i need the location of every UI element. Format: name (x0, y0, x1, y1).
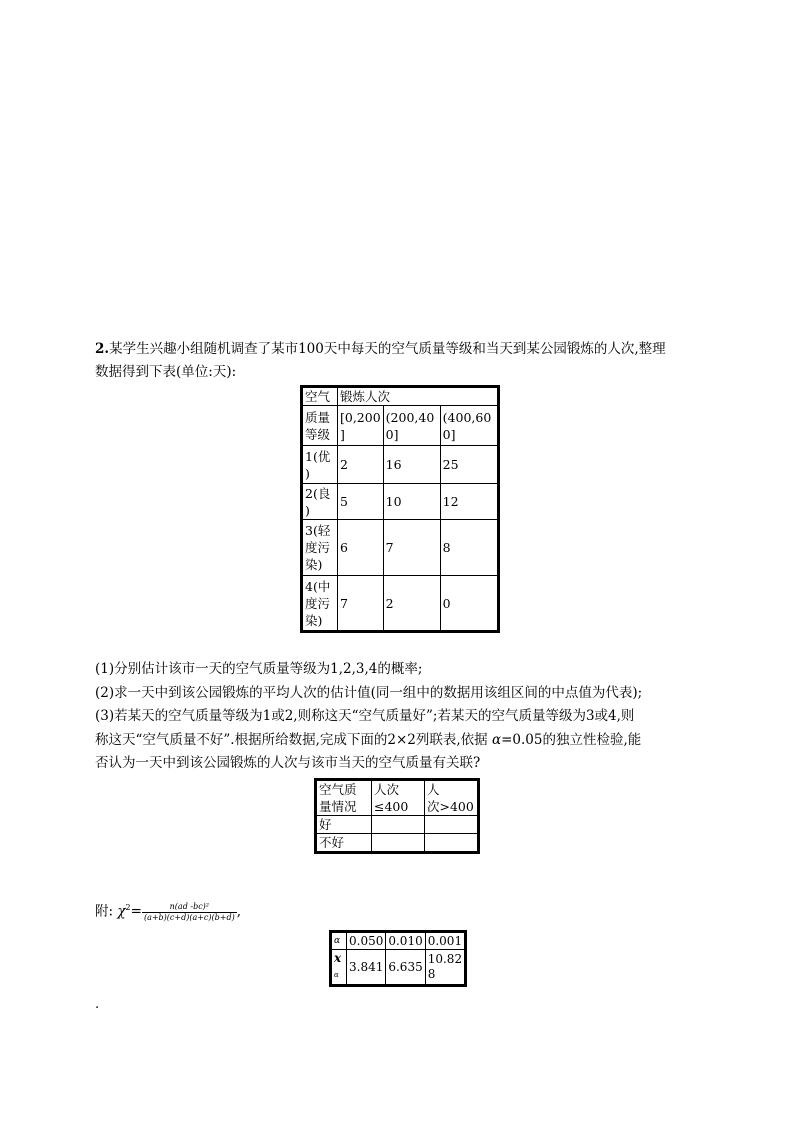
critical-value-table: α 0.050 0.010 0.001 x α 3.841 6.635 10.82 8 (329, 930, 467, 987)
part-3-line-3: 否认为一天中到该公园锻炼的人次与该市当天的空气质量有关联? (95, 755, 481, 771)
question-number: 2. (95, 341, 110, 357)
contingency-table (314, 778, 480, 854)
corner-cell-label: 质量 等级 (302, 406, 338, 446)
header-le-400: 人次 ≤400 (372, 780, 425, 816)
blank-cell[interactable] (425, 816, 479, 834)
table-row: 好 (316, 816, 479, 834)
part-1: (1)分别估计该市一天的空气质量等级为1,2,3,4的概率; (95, 661, 423, 677)
question-line-2: 数据得到下表(单位:天): (95, 364, 237, 380)
question-text-1: 某学生兴趣小组随机调查了某市100天中每天的空气质量等级和当天到某公园锻炼的人次,整理 (109, 341, 666, 357)
part-3-line-2: 称这天“空气质量不好”.根据所给数据,完成下面的2×2列联表,依据 α=0.05的独立性检验,能 (95, 732, 642, 748)
table-row: 2(良 ) 5 10 12 (302, 484, 499, 520)
corner-cell-top: 空气 (302, 387, 338, 406)
header-gt-400: 人 次>400 (425, 780, 479, 816)
table-row: 4(中 度污 染) 7 2 0 (302, 576, 499, 632)
alpha-header: α (331, 932, 347, 950)
col-header-3: (400,60 0] (440, 406, 498, 446)
blank-cell[interactable] (372, 834, 425, 853)
col-header-1: [0,200 ] (338, 406, 384, 446)
blank-cell[interactable] (425, 834, 479, 853)
header-air-quality: 空气质 量情况 (316, 780, 372, 816)
part-3-line-1: (3)若某天的空气质量等级为1或2,则称这天“空气质量好”;若某天的空气质量等级为3或4,则 (95, 708, 635, 724)
x-alpha-header: x α (331, 950, 347, 986)
blank-cell[interactable] (372, 816, 425, 834)
appendix-formula: 附: $\chi^2=$ $\frac{\text{n(ad -bc)²}}{(a+b)(c+d)(a+c)(b+d)}$ , (95, 901, 242, 922)
col-header-2: (200,40 0] (383, 406, 440, 446)
question-line-1 (95, 338, 666, 360)
group-header: 锻炼人次 (338, 387, 499, 406)
table-row: 不好 (316, 834, 479, 853)
data-table (300, 385, 500, 633)
table-row: 1(优 ) 2 16 25 (302, 446, 499, 484)
part-2: (2)求一天中到该公园锻炼的平均人次的估计值(同一组中的数据用该组区间的中点值为代表); (95, 685, 643, 701)
alpha-symbol: α (491, 732, 502, 748)
chi-symbol: χ (117, 903, 126, 920)
chi-square-fraction: $\frac{\text{n(ad -bc)²}}{(a+b)(c+d)(a+c)(b+d)}$ (143, 901, 235, 922)
trailing-dot: . (95, 997, 100, 1012)
table-row: 3(轻 度污 染) 6 7 8 (302, 520, 499, 576)
